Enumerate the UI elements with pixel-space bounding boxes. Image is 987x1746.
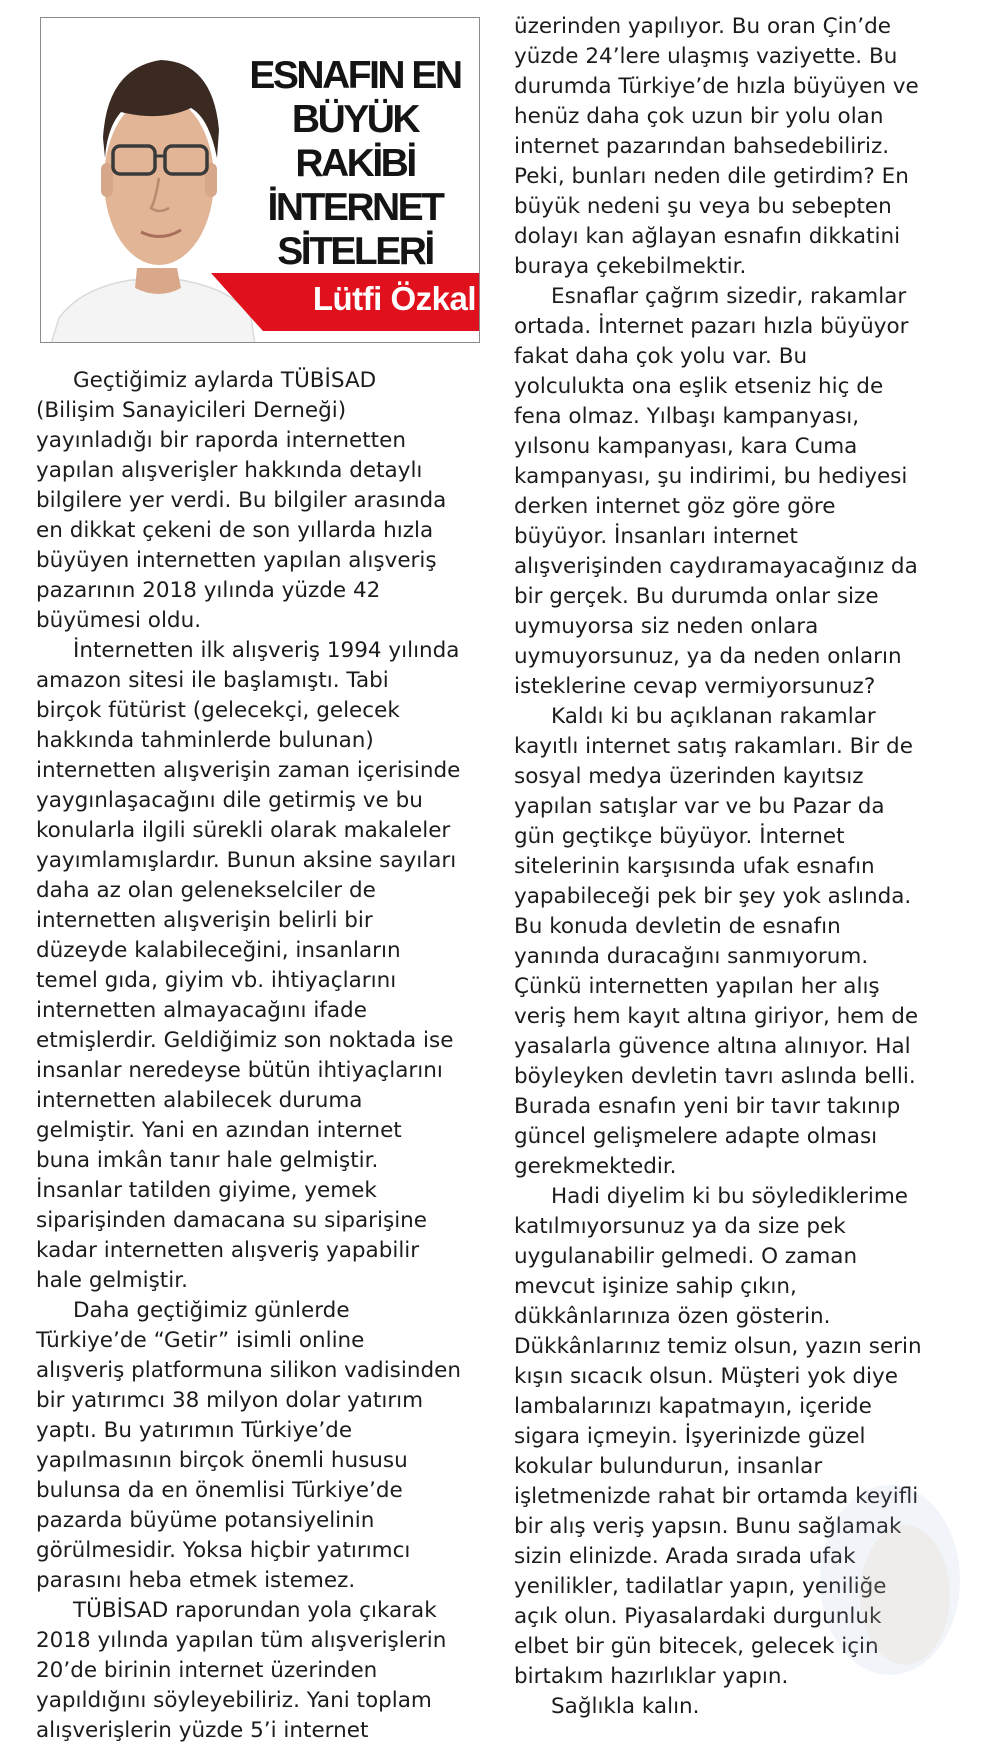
text-line: gün geçtikçe büyüyor. İnternet [514,824,845,849]
text-line: yayımlamışlardır. Bunun aksine sayıları [36,848,457,873]
text-line: yasalarla güvence altına alınıyor. Hal [514,1034,911,1059]
text-line: Peki, bunları neden dile getirdim? En [514,164,909,189]
text-line: yapabileceği pek bir şey yok aslında. [514,884,912,909]
text-line: dükkânlarınıza özen gösterin. [514,1304,831,1329]
text-line: gerekmektedir. [514,1154,677,1179]
text-line: bir alış veriş yapsın. Bunu sağlamak [514,1514,902,1539]
headline-line: SİTELERİ [277,230,433,273]
text-line: internetten alabilecek duruma [36,1088,363,1113]
text-line: mevcut işinize sahip çıkın, [514,1274,797,1299]
text-line: parasını heba etmek istemez. [36,1568,356,1593]
text-line: büyümesi oldu. [36,608,202,633]
text-line: uygulanabilir gelmedi. O zaman [514,1244,858,1269]
text-line: buna imkân tanır hale gelmiştir. [36,1148,379,1173]
text-line: işletmenizde rahat bir ortamda keyifli [514,1484,919,1509]
watermark-logo [800,1480,960,1680]
text-line: üzerinden yapılıyor. Bu oran Çin’de [514,14,891,39]
text-line: güncel gelişmelere adapte olması [514,1124,878,1149]
text-line: Sağlıkla kalın. [551,1694,700,1719]
author-name: Lütfi Özkal [312,280,476,317]
text-line: gelmiştir. Yani en azından internet [36,1118,402,1143]
text-line: isteklerine cevap vermiyorsunuz? [514,674,876,699]
text-line: katılmıyorsunuz ya da size pek [514,1214,846,1239]
text-line: uymuyorsunuz, ya da neden onların [514,644,902,669]
headline-line: ESNAFIN EN [249,54,461,97]
text-line: hale gelmiştir. [36,1268,188,1293]
headline-line: İNTERNET [267,186,443,229]
text-line: dolayı kan ağlayan esnafın dikkatini [514,224,901,249]
text-line: internet pazarından bahsedebiliriz. [514,134,890,159]
text-line: kokular bulundurun, insanlar [514,1454,823,1479]
column-header [40,17,480,343]
text-line: bir gerçek. Bu durumda onlar size [514,584,879,609]
text-line: alışverişinden caydıramayacağınız da [514,554,918,579]
text-line: yaygınlaşacağını dile getirmiş ve bu [36,788,423,813]
text-line: yanında duracağını sanmıyorum. [514,944,869,969]
text-line: Çünkü internetten yapılan her alış [514,974,880,999]
text-line: kadar internetten alışveriş yapabilir [36,1238,420,1263]
text-line: alışverişlerin yüzde 5’i internet [36,1718,369,1743]
headline [236,54,474,274]
text-line: birçok fütürist (gelecekçi, gelecek [36,698,400,723]
text-line: temel gıda, giyim vb. ihtiyaçlarını [36,968,397,993]
text-line: elbet bir gün bitecek, gelecek için [514,1634,879,1659]
text-line: sigara içmeyin. İşyerinizde güzel [514,1424,866,1449]
text-line: hakkında tahminlerde bulunan) [36,728,374,753]
text-line: yapılan alışverişler hakkında detaylı [36,458,423,483]
text-line: büyüyor. İnsanları internet [514,524,798,549]
text-line: büyük nedeni şu veya bu sebepten [514,194,892,219]
text-line: yapıldığını söyleyebiliriz. Yani toplam [36,1688,432,1713]
text-line: böyleyken devletin tavrı aslında belli. [514,1064,916,1089]
text-line: yapılan satışlar var ve bu Pazar da [514,794,885,819]
text-line: veriş hem kayıt altına giriyor, hem de [514,1004,919,1029]
text-line: kışın sıcacık olsun. Müşteri yok diye [514,1364,898,1389]
text-line: sitelerinin karşısında ufak esnafın [514,854,875,879]
text-line: 20’de birinin internet üzerinden [36,1658,378,1683]
text-line: İnternetten ilk alışveriş 1994 yılında [73,638,460,663]
text-line: Dükkânlarınız temiz olsun, yazın serin [514,1334,922,1359]
text-line: Kaldı ki bu açıklanan rakamlar [551,704,876,729]
headline-line: BÜYÜK RAKİBİ [291,98,419,185]
text-line: yaptı. Bu yatırımın Türkiye’de [36,1418,353,1443]
article-column-right [514,12,954,1722]
text-line: yayınladığı bir raporda internetten [36,428,406,453]
text-line: yolculukta ona eşlik etseniz hiç de [514,374,884,399]
text-line: bilgilere yer verdi. Bu bilgiler arasında [36,488,447,513]
text-line: pazarda büyüme potansiyelinin [36,1508,375,1533]
text-line: yılsonu kampanyası, kara Cuma [514,434,858,459]
text-line: internetten alışverişin belirli bir [36,908,373,933]
text-line: sizin elinizde. Arada sırada ufak [514,1544,856,1569]
text-line: 2018 yılında yapılan tüm alışverişlerin [36,1628,447,1653]
text-line: internetten almayacağını ifade [36,998,367,1023]
text-line: lambalarınızı kapatmayın, içeride [514,1394,872,1419]
text-line: (Bilişim Sanayicileri Derneği) [36,398,347,423]
text-line: uymuyorsa siz neden onlara [514,614,819,639]
text-line: etmişlerdir. Geldiğimiz son noktada ise [36,1028,454,1053]
text-line: konularla ilgili sürekli olarak makaleler [36,818,451,843]
text-line: bulunsa da en önemlisi Türkiye’de [36,1478,403,1503]
text-line: ortada. İnternet pazarı hızla büyüyor [514,314,909,339]
text-line: en dikkat çekeni de son yıllarda hızla [36,518,434,543]
text-line: derken internet göz göre göre [514,494,836,519]
text-line: TÜBİSAD raporundan yola çıkarak [73,1598,437,1623]
text-line: bir yatırımcı 38 milyon dolar yatırım [36,1388,424,1413]
text-line: yüzde 24’lere ulaşmış vaziyette. Bu [514,44,898,69]
text-line: kayıtlı internet satış rakamları. Bir de [514,734,913,759]
text-line: açık olun. Piyasalardaki durgunluk [514,1604,882,1629]
text-line: durumda Türkiye’de hızla büyüyen ve [514,74,919,99]
text-line: insanlar neredeyse bütün ihtiyaçlarını [36,1058,443,1083]
text-line: fakat daha çok yolu var. Bu [514,344,808,369]
text-line: düzeyde kalabileceğini, insanların [36,938,401,963]
text-line: Daha geçtiğimiz günlerde [73,1298,350,1323]
text-line: Türkiye’de “Getir” isimli online [36,1328,365,1353]
text-line: internetten alışverişin zaman içerisinde [36,758,461,783]
text-line: amazon sitesi ile başlamıştı. Tabi [36,668,389,693]
text-line: pazarının 2018 yılında yüzde 42 [36,578,381,603]
text-line: henüz daha çok uzun bir yolu olan [514,104,884,129]
text-line: Burada esnafın yeni bir tavır takınıp [514,1094,901,1119]
text-line: Bu konuda devletin de esnafın [514,914,841,939]
text-line: yenilikler, tadilatlar yapın, yeniliğe [514,1574,887,1599]
text-line: siparişinden damacana su siparişine [36,1208,428,1233]
text-line: alışveriş platformuna silikon vadisinden [36,1358,461,1383]
text-line: görülmesidir. Yoksa hiçbir yatırımcı [36,1538,411,1563]
text-line: Hadi diyelim ki bu söylediklerime [551,1184,908,1209]
text-line: kampanyası, şu indirimi, bu hediyesi [514,464,908,489]
text-line: buraya çekebilmektir. [514,254,747,279]
text-line: birtakım hazırlıklar yapın. [514,1664,789,1689]
article-column-left [36,366,486,1746]
text-line: Esnaflar çağrım sizedir, rakamlar [551,284,907,309]
text-line: Geçtiğimiz aylarda TÜBİSAD [73,368,377,393]
text-line: daha az olan gelenekselciler de [36,878,376,903]
text-line: İnsanlar tatilden giyime, yemek [36,1178,377,1203]
text-line: fena olmaz. Yılbaşı kampanyası, [514,404,860,429]
text-line: sosyal medya üzerinden kayıtsız [514,764,864,789]
text-line: yapılmasının birçok önemli hususu [36,1448,408,1473]
text-line: büyüyen internetten yapılan alışveriş [36,548,437,573]
